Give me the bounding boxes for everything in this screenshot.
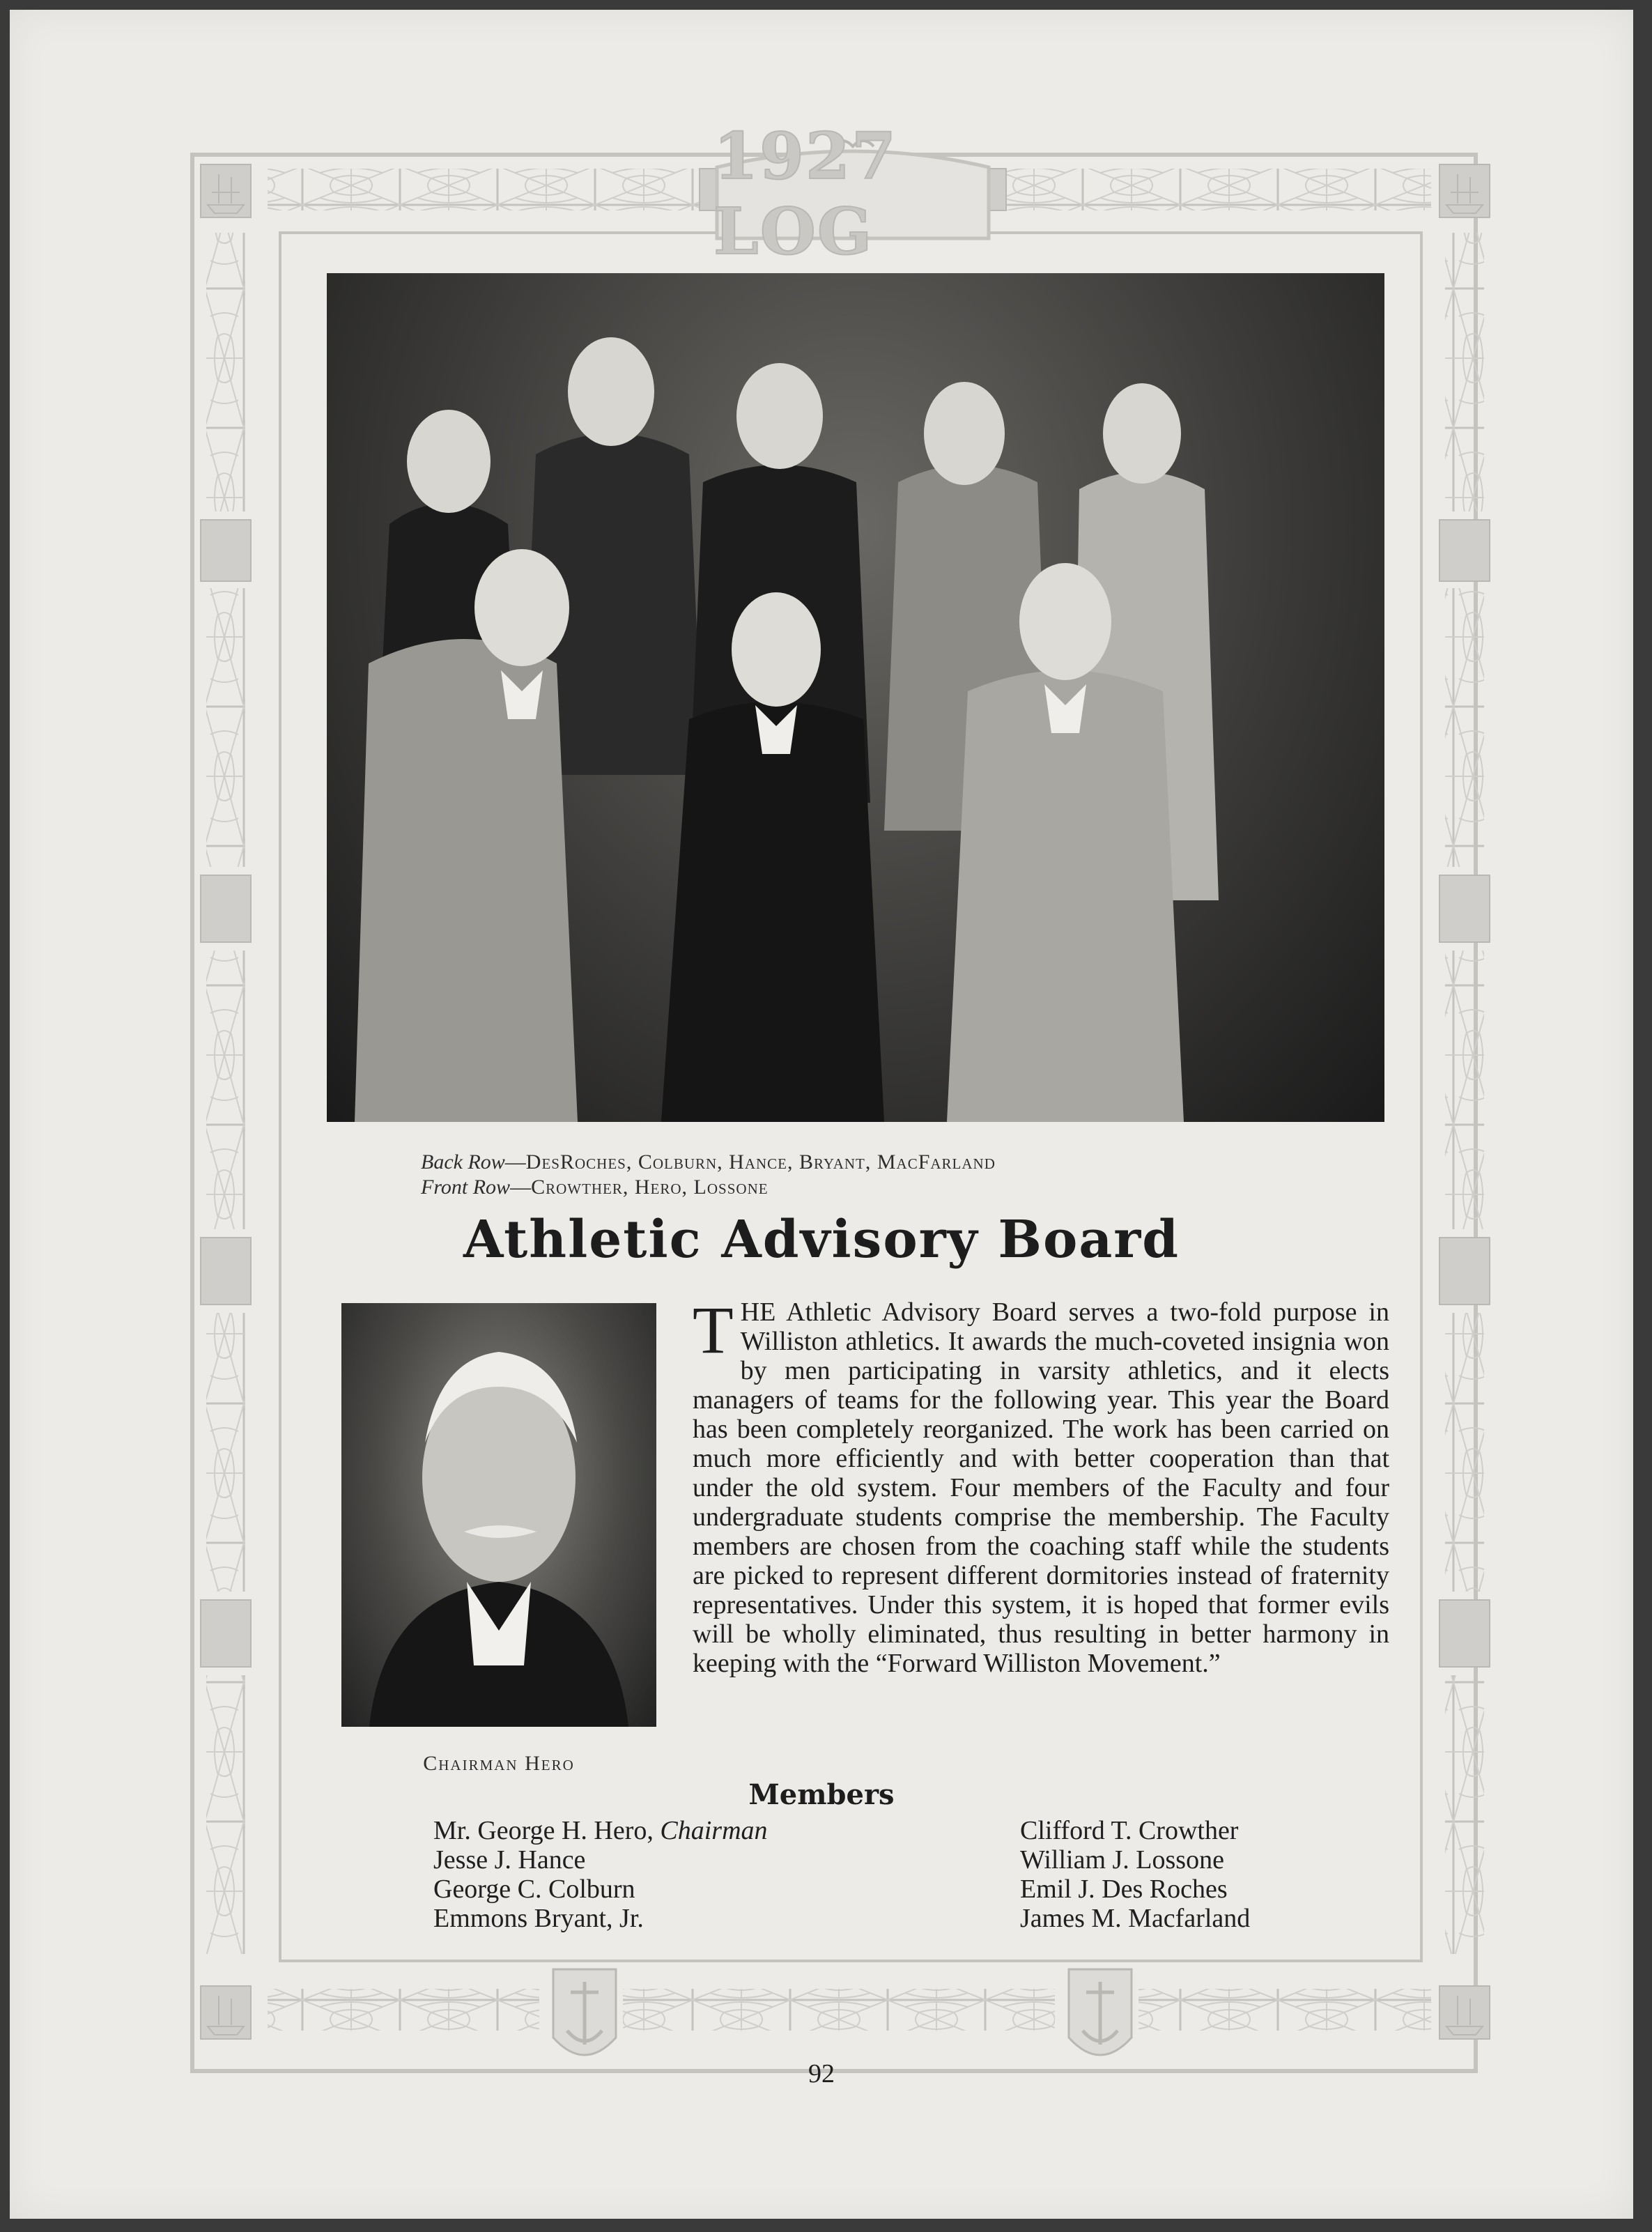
- member-item: Clifford T. Crowther: [1020, 1816, 1239, 1845]
- caption-front-row: Front Row—Crowther, Hero, Lossone: [421, 1176, 769, 1199]
- header-plate: [713, 118, 992, 269]
- article-body: [693, 1293, 1389, 1678]
- caption-front-names: Crowther, Hero, Lossone: [531, 1176, 769, 1199]
- anchor-shield-icon: [1069, 1969, 1132, 2055]
- yearbook-page: [10, 10, 1633, 2219]
- ship-ornament-icon: [1439, 164, 1490, 217]
- ship-ornament-icon: [201, 1986, 251, 2039]
- members-list-right: [1020, 1816, 1250, 1933]
- member-item: George C. Colburn: [433, 1875, 635, 1904]
- member-item: Jesse J. Hance: [433, 1845, 586, 1875]
- article-text: HE Athletic Advisory Board serves a two-fold purpose in Williston athletics. It awards the much-coveted insignia won by men participating in varsity athletics, and it elects managers of teams for the following year. This year the Board has been completely reorganized. The work has been carried on much more efficiently and with better cooperation than that under the old system. Four members of the Faculty and four undergraduate students comprise the membership. The Faculty members are chosen from the coaching staff while the students are picked to represent different dormitories instead of fraternity representatives. Under this system, it is hoped that former evils will be wholly eliminated, thus resulting in better harmony in keeping with the “Forward Williston Movement.”: [693, 1298, 1389, 1678]
- header-title: 1927 LOG: [713, 118, 898, 269]
- member-role: Chairman: [660, 1816, 768, 1845]
- photo-caption: [421, 1150, 1327, 1200]
- caption-front-label: Front Row: [421, 1176, 511, 1199]
- ship-ornament-icon: [201, 164, 251, 217]
- caption-back-label: Back Row: [421, 1150, 505, 1173]
- member-item: Mr. George H. Hero, Chairman: [433, 1816, 768, 1845]
- anchor-shield-icon: [553, 1969, 616, 2055]
- section-title: Athletic Advisory Board: [463, 1210, 1180, 1270]
- members-list-left: [433, 1816, 768, 1933]
- member-item: James M. Macfarland: [1020, 1904, 1251, 1933]
- member-item: Emmons Bryant, Jr.: [433, 1904, 644, 1933]
- group-photo: [327, 273, 1384, 1122]
- member-item: Emil J. Des Roches: [1020, 1875, 1228, 1904]
- caption-back-row: Back Row—DesRoches, Colburn, Hance, Bryant, MacFarland: [421, 1150, 996, 1173]
- member-item: William J. Lossone: [1020, 1845, 1224, 1875]
- page-number: 92: [808, 2059, 835, 2088]
- portrait-caption: Chairman Hero: [423, 1752, 575, 1775]
- caption-back-names: DesRoches, Colburn, Hance, Bryant, MacFarland: [525, 1150, 996, 1173]
- chairman-portrait: [341, 1303, 656, 1727]
- members-heading: Members: [748, 1778, 895, 1811]
- ship-ornament-icon: [1439, 1986, 1490, 2039]
- drop-cap: T: [693, 1293, 734, 1367]
